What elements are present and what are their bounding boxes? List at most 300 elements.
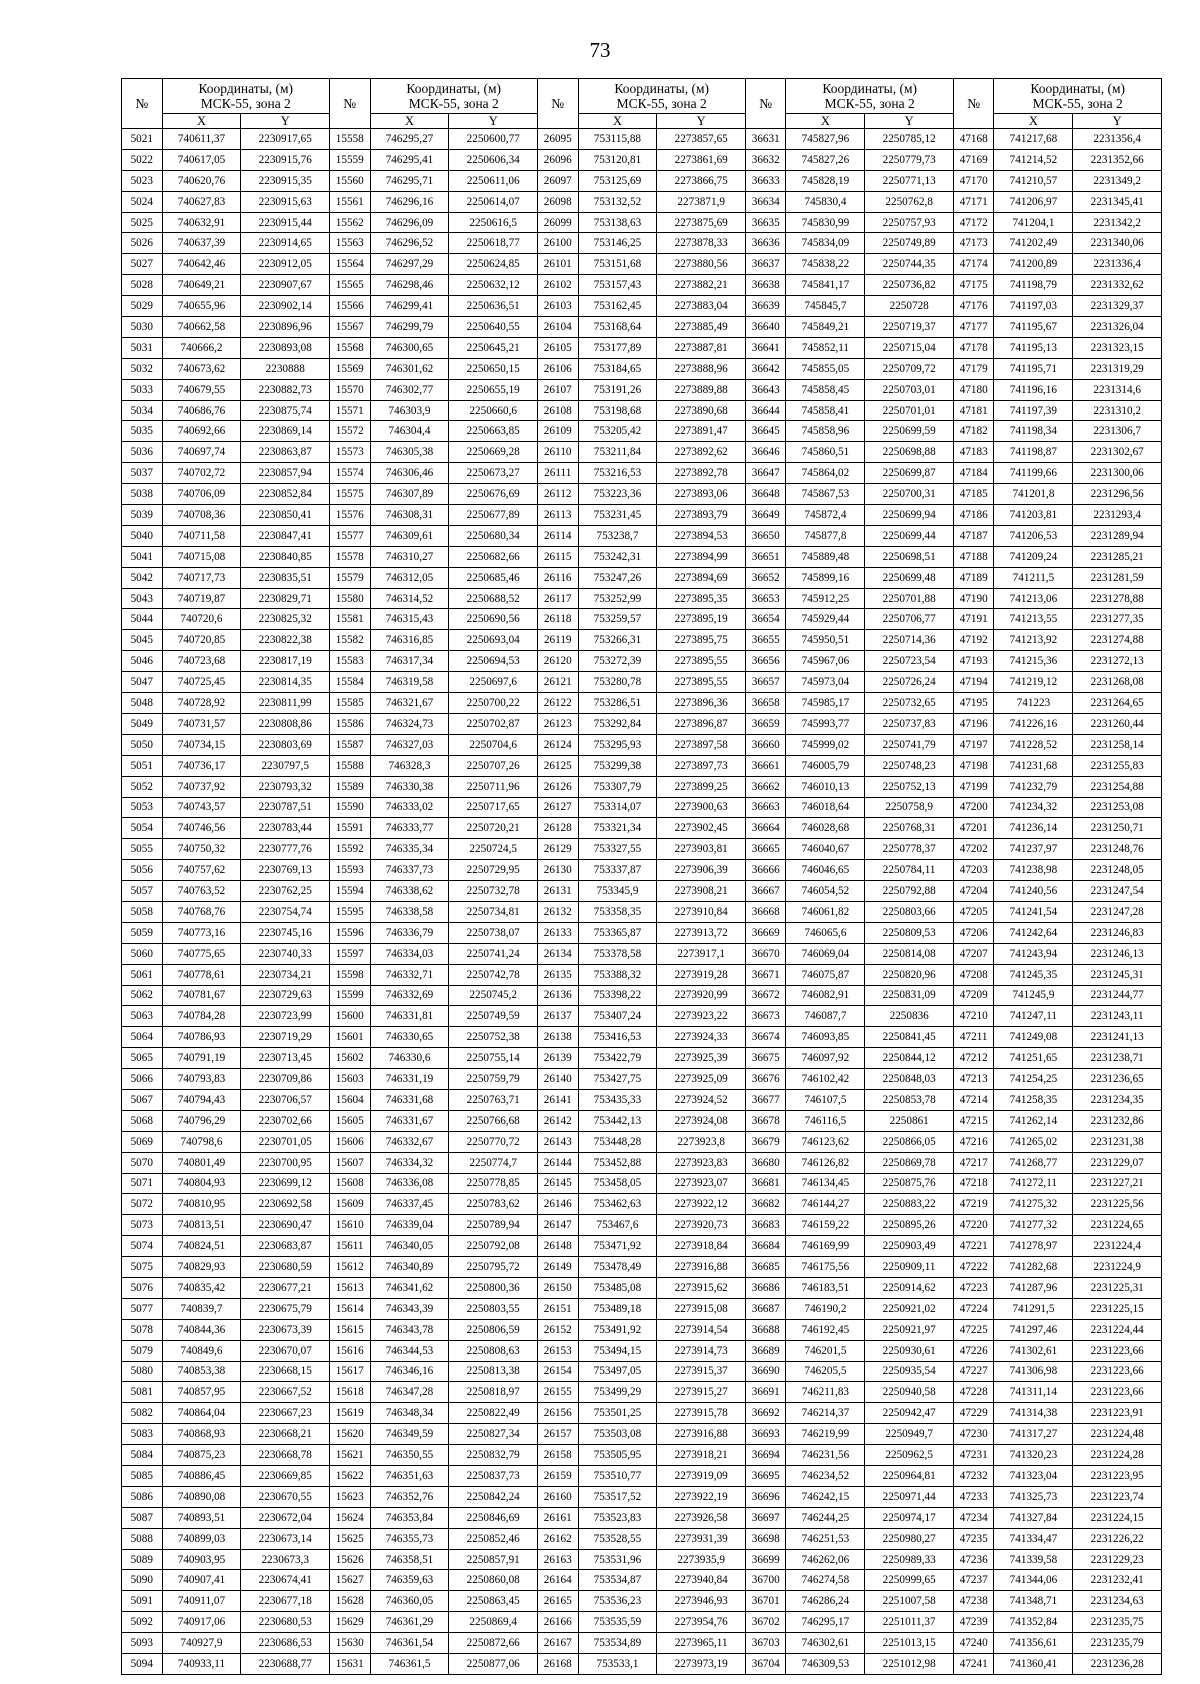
header-coordinates (786, 79, 953, 114)
y-coordinate-cell: 2230670,07 (241, 1340, 330, 1361)
y-coordinate-cell: 2250732,78 (449, 881, 538, 902)
x-coordinate-cell: 740711,58 (162, 525, 241, 546)
table-row (122, 1486, 1162, 1507)
x-coordinate-cell: 753491,92 (578, 1319, 657, 1340)
x-coordinate-cell: 746159,22 (786, 1215, 865, 1236)
x-coordinate-cell: 753499,29 (578, 1382, 657, 1403)
point-number-cell: 36658 (745, 693, 786, 714)
point-number-cell: 5054 (122, 818, 163, 839)
y-coordinate-cell: 2273918,21 (657, 1445, 746, 1466)
point-number-cell: 5021 (122, 129, 163, 150)
x-coordinate-cell: 745877,8 (786, 525, 865, 546)
point-number-cell: 26104 (537, 317, 578, 338)
x-coordinate-cell: 740903,95 (162, 1549, 241, 1570)
point-number-cell: 47225 (953, 1319, 994, 1340)
point-number-cell: 5062 (122, 985, 163, 1006)
y-coordinate-cell: 2230706,57 (241, 1089, 330, 1110)
y-coordinate-cell: 2231241,13 (1073, 1027, 1162, 1048)
y-coordinate-cell: 2273913,72 (657, 922, 746, 943)
y-coordinate-cell: 2231235,79 (1073, 1633, 1162, 1654)
point-number-cell: 47237 (953, 1570, 994, 1591)
x-coordinate-cell: 746295,17 (786, 1612, 865, 1633)
point-number-cell: 5032 (122, 358, 163, 379)
y-coordinate-cell: 2250842,24 (449, 1486, 538, 1507)
x-coordinate-cell: 740849,6 (162, 1340, 241, 1361)
x-coordinate-cell: 746321,67 (370, 693, 449, 714)
y-coordinate-cell: 2231231,38 (1073, 1131, 1162, 1152)
x-coordinate-cell: 741268,77 (994, 1152, 1073, 1173)
x-coordinate-cell: 746097,92 (786, 1048, 865, 1069)
header-crs-label: МСК-55, зона 2 (200, 96, 291, 111)
table-row (122, 964, 1162, 985)
y-coordinate-cell: 2231246,83 (1073, 922, 1162, 943)
y-coordinate-cell: 2273916,88 (657, 1424, 746, 1445)
y-coordinate-cell: 2231356,4 (1073, 129, 1162, 150)
y-coordinate-cell: 2231224,15 (1073, 1507, 1162, 1528)
point-number-cell: 47187 (953, 525, 994, 546)
point-number-cell: 5050 (122, 734, 163, 755)
point-number-cell: 47176 (953, 296, 994, 317)
x-coordinate-cell: 746069,04 (786, 943, 865, 964)
point-number-cell: 47192 (953, 630, 994, 651)
y-coordinate-cell: 2250614,07 (449, 191, 538, 212)
y-coordinate-cell: 2231224,9 (1073, 1257, 1162, 1278)
y-coordinate-cell: 2231224,65 (1073, 1215, 1162, 1236)
y-coordinate-cell: 2250729,95 (449, 860, 538, 881)
y-coordinate-cell: 2250869,4 (449, 1612, 538, 1633)
point-number-cell: 5073 (122, 1215, 163, 1236)
y-coordinate-cell: 2231227,21 (1073, 1173, 1162, 1194)
point-number-cell: 15569 (329, 358, 370, 379)
y-coordinate-cell: 2250719,37 (865, 317, 954, 338)
y-coordinate-cell: 2231314,6 (1073, 379, 1162, 400)
point-number-cell: 5055 (122, 839, 163, 860)
x-coordinate-cell: 741245,9 (994, 985, 1073, 1006)
point-number-cell: 47183 (953, 442, 994, 463)
y-coordinate-cell: 2230723,99 (241, 1006, 330, 1027)
x-coordinate-cell: 753535,59 (578, 1612, 657, 1633)
point-number-cell: 36637 (745, 254, 786, 275)
x-coordinate-cell: 753523,83 (578, 1507, 657, 1528)
y-coordinate-cell: 2250779,73 (865, 149, 954, 170)
y-coordinate-cell: 2230814,35 (241, 672, 330, 693)
x-coordinate-cell: 746123,62 (786, 1131, 865, 1152)
x-coordinate-cell: 740911,07 (162, 1591, 241, 1612)
point-number-cell: 26135 (537, 964, 578, 985)
point-number-cell: 47175 (953, 275, 994, 296)
point-number-cell: 47220 (953, 1215, 994, 1236)
x-coordinate-cell: 741202,49 (994, 233, 1073, 254)
y-coordinate-cell: 2250697,6 (449, 672, 538, 693)
point-number-cell: 26154 (537, 1361, 578, 1382)
y-coordinate-cell: 2250757,93 (865, 212, 954, 233)
table-body (122, 129, 1162, 1675)
point-number-cell: 15631 (329, 1654, 370, 1675)
x-coordinate-cell: 746005,79 (786, 755, 865, 776)
y-coordinate-cell: 2231246,13 (1073, 943, 1162, 964)
point-number-cell: 5088 (122, 1528, 163, 1549)
point-number-cell: 36649 (745, 505, 786, 526)
point-number-cell: 47206 (953, 922, 994, 943)
x-coordinate-cell: 741231,68 (994, 755, 1073, 776)
x-coordinate-cell: 740686,76 (162, 400, 241, 421)
point-number-cell: 36696 (745, 1486, 786, 1507)
x-coordinate-cell: 745858,41 (786, 400, 865, 421)
y-coordinate-cell: 2250618,77 (449, 233, 538, 254)
x-coordinate-cell: 740768,76 (162, 901, 241, 922)
table-row (122, 797, 1162, 818)
y-coordinate-cell: 2230915,35 (241, 170, 330, 191)
point-number-cell: 26155 (537, 1382, 578, 1403)
y-coordinate-cell: 2250711,96 (449, 776, 538, 797)
x-coordinate-cell: 746296,16 (370, 191, 449, 212)
y-coordinate-cell: 2273892,78 (657, 463, 746, 484)
y-coordinate-cell: 2250726,24 (865, 672, 954, 693)
point-number-cell: 15560 (329, 170, 370, 191)
x-coordinate-cell: 753314,07 (578, 797, 657, 818)
point-number-cell: 47216 (953, 1131, 994, 1152)
x-coordinate-cell: 741306,98 (994, 1361, 1073, 1382)
x-coordinate-cell: 746324,73 (370, 713, 449, 734)
y-coordinate-cell: 2230857,94 (241, 463, 330, 484)
point-number-cell: 5056 (122, 860, 163, 881)
x-coordinate-cell: 746310,27 (370, 546, 449, 567)
point-number-cell: 47193 (953, 651, 994, 672)
point-number-cell: 15584 (329, 672, 370, 693)
x-coordinate-cell: 746297,29 (370, 254, 449, 275)
point-number-cell: 47205 (953, 901, 994, 922)
x-coordinate-cell: 746061,82 (786, 901, 865, 922)
table-row (122, 839, 1162, 860)
point-number-cell: 26164 (537, 1570, 578, 1591)
point-number-cell: 26122 (537, 693, 578, 714)
x-coordinate-cell: 741232,79 (994, 776, 1073, 797)
y-coordinate-cell: 2273925,39 (657, 1048, 746, 1069)
table-row (122, 442, 1162, 463)
point-number-cell: 26136 (537, 985, 578, 1006)
x-coordinate-cell: 740778,61 (162, 964, 241, 985)
x-coordinate-cell: 745827,96 (786, 129, 865, 150)
point-number-cell: 15578 (329, 546, 370, 567)
y-coordinate-cell: 2250766,68 (449, 1110, 538, 1131)
x-coordinate-cell: 753280,78 (578, 672, 657, 693)
point-number-cell: 47189 (953, 567, 994, 588)
header-y: Y (865, 114, 954, 129)
x-coordinate-cell: 753471,92 (578, 1236, 657, 1257)
point-number-cell: 26115 (537, 546, 578, 567)
y-coordinate-cell: 2231342,2 (1073, 212, 1162, 233)
point-number-cell: 47229 (953, 1403, 994, 1424)
point-number-cell: 47234 (953, 1507, 994, 1528)
y-coordinate-cell: 2250935,54 (865, 1361, 954, 1382)
point-number-cell: 5079 (122, 1340, 163, 1361)
point-number-cell: 47196 (953, 713, 994, 734)
point-number-cell: 15570 (329, 379, 370, 400)
point-number-cell: 47174 (953, 254, 994, 275)
y-coordinate-cell: 2250820,96 (865, 964, 954, 985)
x-coordinate-cell: 740763,52 (162, 881, 241, 902)
point-number-cell: 15604 (329, 1089, 370, 1110)
x-coordinate-cell: 746134,45 (786, 1173, 865, 1194)
y-coordinate-cell: 2250717,65 (449, 797, 538, 818)
point-number-cell: 5067 (122, 1089, 163, 1110)
point-number-cell: 5087 (122, 1507, 163, 1528)
x-coordinate-cell: 753198,68 (578, 400, 657, 421)
x-coordinate-cell: 746102,42 (786, 1069, 865, 1090)
x-coordinate-cell: 746331,67 (370, 1110, 449, 1131)
point-number-cell: 36680 (745, 1152, 786, 1173)
point-number-cell: 47218 (953, 1173, 994, 1194)
x-coordinate-cell: 741360,41 (994, 1654, 1073, 1675)
point-number-cell: 47239 (953, 1612, 994, 1633)
table-row (122, 672, 1162, 693)
point-number-cell: 15617 (329, 1361, 370, 1382)
x-coordinate-cell: 746242,15 (786, 1486, 865, 1507)
point-number-cell: 26168 (537, 1654, 578, 1675)
x-coordinate-cell: 741249,08 (994, 1027, 1073, 1048)
table-row (122, 149, 1162, 170)
y-coordinate-cell: 2250702,87 (449, 713, 538, 734)
table-row (122, 1403, 1162, 1424)
y-coordinate-cell: 2250921,97 (865, 1319, 954, 1340)
y-coordinate-cell: 2250869,78 (865, 1152, 954, 1173)
y-coordinate-cell: 2250682,66 (449, 546, 538, 567)
point-number-cell: 26111 (537, 463, 578, 484)
y-coordinate-cell: 2231285,21 (1073, 546, 1162, 567)
x-coordinate-cell: 753485,08 (578, 1277, 657, 1298)
point-number-cell: 5052 (122, 776, 163, 797)
y-coordinate-cell: 2250818,97 (449, 1382, 538, 1403)
point-number-cell: 36646 (745, 442, 786, 463)
y-coordinate-cell: 2231247,28 (1073, 901, 1162, 922)
y-coordinate-cell: 2230670,55 (241, 1486, 330, 1507)
x-coordinate-cell: 741209,24 (994, 546, 1073, 567)
point-number-cell: 26101 (537, 254, 578, 275)
x-coordinate-cell: 746299,41 (370, 296, 449, 317)
point-number-cell: 5092 (122, 1612, 163, 1633)
point-number-cell: 15587 (329, 734, 370, 755)
x-coordinate-cell: 745838,22 (786, 254, 865, 275)
y-coordinate-cell: 2230902,14 (241, 296, 330, 317)
x-coordinate-cell: 741204,1 (994, 212, 1073, 233)
y-coordinate-cell: 2250714,36 (865, 630, 954, 651)
x-coordinate-cell: 746286,24 (786, 1591, 865, 1612)
y-coordinate-cell: 2230674,41 (241, 1570, 330, 1591)
point-number-cell: 15602 (329, 1048, 370, 1069)
x-coordinate-cell: 746346,16 (370, 1361, 449, 1382)
point-number-cell: 5035 (122, 421, 163, 442)
point-number-cell: 26126 (537, 776, 578, 797)
y-coordinate-cell: 2273882,21 (657, 275, 746, 296)
y-coordinate-cell: 2273894,53 (657, 525, 746, 546)
table-row (122, 776, 1162, 797)
y-coordinate-cell: 2231278,88 (1073, 588, 1162, 609)
point-number-cell: 15607 (329, 1152, 370, 1173)
y-coordinate-cell: 2250895,26 (865, 1215, 954, 1236)
y-coordinate-cell: 2250758,9 (865, 797, 954, 818)
y-coordinate-cell: 2273883,04 (657, 296, 746, 317)
y-coordinate-cell: 2230667,52 (241, 1382, 330, 1403)
point-number-cell: 5078 (122, 1319, 163, 1340)
x-coordinate-cell: 746361,5 (370, 1654, 449, 1675)
x-coordinate-cell: 740933,11 (162, 1654, 241, 1675)
y-coordinate-cell: 2231225,56 (1073, 1194, 1162, 1215)
x-coordinate-cell: 740857,95 (162, 1382, 241, 1403)
y-coordinate-cell: 2230734,21 (241, 964, 330, 985)
point-number-cell: 36702 (745, 1612, 786, 1633)
x-coordinate-cell: 753345,9 (578, 881, 657, 902)
x-coordinate-cell: 741223 (994, 693, 1073, 714)
y-coordinate-cell: 2250698,51 (865, 546, 954, 567)
x-coordinate-cell: 745864,02 (786, 463, 865, 484)
x-coordinate-cell: 745845,7 (786, 296, 865, 317)
point-number-cell: 15567 (329, 317, 370, 338)
x-coordinate-cell: 753534,87 (578, 1570, 657, 1591)
x-coordinate-cell: 746331,81 (370, 1006, 449, 1027)
y-coordinate-cell: 2250763,71 (449, 1089, 538, 1110)
x-coordinate-cell: 753494,15 (578, 1340, 657, 1361)
point-number-cell: 36684 (745, 1236, 786, 1257)
point-number-cell: 5085 (122, 1466, 163, 1487)
y-coordinate-cell: 2231232,86 (1073, 1110, 1162, 1131)
point-number-cell: 15596 (329, 922, 370, 943)
x-coordinate-cell: 753292,84 (578, 713, 657, 734)
point-number-cell: 26121 (537, 672, 578, 693)
point-number-cell: 36673 (745, 1006, 786, 1027)
y-coordinate-cell: 2250809,53 (865, 922, 954, 943)
y-coordinate-cell: 2250971,44 (865, 1486, 954, 1507)
point-number-cell: 47226 (953, 1340, 994, 1361)
table-row (122, 421, 1162, 442)
x-coordinate-cell: 746359,63 (370, 1570, 449, 1591)
x-coordinate-cell: 746046,65 (786, 860, 865, 881)
x-coordinate-cell: 745841,17 (786, 275, 865, 296)
point-number-cell: 47190 (953, 588, 994, 609)
y-coordinate-cell: 2250660,6 (449, 400, 538, 421)
y-coordinate-cell: 2250632,12 (449, 275, 538, 296)
point-number-cell: 15612 (329, 1257, 370, 1278)
y-coordinate-cell: 2273896,87 (657, 713, 746, 734)
point-number-cell: 47227 (953, 1361, 994, 1382)
y-coordinate-cell: 2230673,3 (241, 1549, 330, 1570)
y-coordinate-cell: 2273922,19 (657, 1486, 746, 1507)
x-coordinate-cell: 753467,6 (578, 1215, 657, 1236)
y-coordinate-cell: 2251007,58 (865, 1591, 954, 1612)
y-coordinate-cell: 2250673,27 (449, 463, 538, 484)
y-coordinate-cell: 2250749,59 (449, 1006, 538, 1027)
y-coordinate-cell: 2250752,38 (449, 1027, 538, 1048)
y-coordinate-cell: 2250875,76 (865, 1173, 954, 1194)
x-coordinate-cell: 746309,53 (786, 1654, 865, 1675)
header-coordinates (370, 79, 537, 114)
y-coordinate-cell: 2250861 (865, 1110, 954, 1131)
point-number-cell: 36647 (745, 463, 786, 484)
y-coordinate-cell: 2250606,34 (449, 149, 538, 170)
point-number-cell: 26102 (537, 275, 578, 296)
y-coordinate-cell: 2231224,4 (1073, 1236, 1162, 1257)
point-number-cell: 15628 (329, 1591, 370, 1612)
table-row (122, 505, 1162, 526)
table-row (122, 358, 1162, 379)
point-number-cell: 26131 (537, 881, 578, 902)
y-coordinate-cell: 2250699,87 (865, 463, 954, 484)
x-coordinate-cell: 753497,05 (578, 1361, 657, 1382)
point-number-cell: 47170 (953, 170, 994, 191)
point-number-cell: 15611 (329, 1236, 370, 1257)
y-coordinate-cell: 2250693,04 (449, 630, 538, 651)
y-coordinate-cell: 2250789,94 (449, 1215, 538, 1236)
x-coordinate-cell: 745834,09 (786, 233, 865, 254)
point-number-cell: 47217 (953, 1152, 994, 1173)
y-coordinate-cell: 2250792,08 (449, 1236, 538, 1257)
header-y: Y (657, 114, 746, 129)
x-coordinate-cell: 753435,33 (578, 1089, 657, 1110)
x-coordinate-cell: 741287,96 (994, 1277, 1073, 1298)
y-coordinate-cell: 2273924,08 (657, 1110, 746, 1131)
point-number-cell: 36660 (745, 734, 786, 755)
point-number-cell: 47201 (953, 818, 994, 839)
x-coordinate-cell: 746309,61 (370, 525, 449, 546)
x-coordinate-cell: 741327,84 (994, 1507, 1073, 1528)
table-row (122, 379, 1162, 400)
x-coordinate-cell: 741323,04 (994, 1466, 1073, 1487)
point-number-cell: 5082 (122, 1403, 163, 1424)
x-coordinate-cell: 741213,92 (994, 630, 1073, 651)
y-coordinate-cell: 2273895,55 (657, 651, 746, 672)
point-number-cell: 47188 (953, 546, 994, 567)
point-number-cell: 5074 (122, 1236, 163, 1257)
point-number-cell: 47238 (953, 1591, 994, 1612)
y-coordinate-cell: 2250768,31 (865, 818, 954, 839)
y-coordinate-cell: 2250645,21 (449, 337, 538, 358)
table-row (122, 1549, 1162, 1570)
point-number-cell: 36636 (745, 233, 786, 254)
x-coordinate-cell: 746307,89 (370, 484, 449, 505)
y-coordinate-cell: 2231319,29 (1073, 358, 1162, 379)
y-coordinate-cell: 2230817,19 (241, 651, 330, 672)
x-coordinate-cell: 746302,77 (370, 379, 449, 400)
table-row (122, 296, 1162, 317)
point-number-cell: 36703 (745, 1633, 786, 1654)
table-row (122, 1570, 1162, 1591)
x-coordinate-cell: 746300,65 (370, 337, 449, 358)
point-number-cell: 15589 (329, 776, 370, 797)
x-coordinate-cell: 753448,28 (578, 1131, 657, 1152)
x-coordinate-cell: 746065,6 (786, 922, 865, 943)
y-coordinate-cell: 2250980,27 (865, 1528, 954, 1549)
x-coordinate-cell: 745858,96 (786, 421, 865, 442)
x-coordinate-cell: 746331,68 (370, 1089, 449, 1110)
y-coordinate-cell: 2273919,28 (657, 964, 746, 985)
y-coordinate-cell: 2230803,69 (241, 734, 330, 755)
y-coordinate-cell: 2273906,39 (657, 860, 746, 881)
x-coordinate-cell: 741265,02 (994, 1131, 1073, 1152)
header-point-number: № (537, 79, 578, 129)
point-number-cell: 47191 (953, 609, 994, 630)
x-coordinate-cell: 746328,3 (370, 755, 449, 776)
y-coordinate-cell: 2231244,77 (1073, 985, 1162, 1006)
table-row (122, 212, 1162, 233)
x-coordinate-cell: 746234,52 (786, 1466, 865, 1487)
y-coordinate-cell: 2230777,76 (241, 839, 330, 860)
point-number-cell: 15558 (329, 129, 370, 150)
point-number-cell: 5041 (122, 546, 163, 567)
y-coordinate-cell: 2273895,55 (657, 672, 746, 693)
y-coordinate-cell: 2251013,15 (865, 1633, 954, 1654)
y-coordinate-cell: 2231274,88 (1073, 630, 1162, 651)
x-coordinate-cell: 741219,12 (994, 672, 1073, 693)
y-coordinate-cell: 2230683,87 (241, 1236, 330, 1257)
